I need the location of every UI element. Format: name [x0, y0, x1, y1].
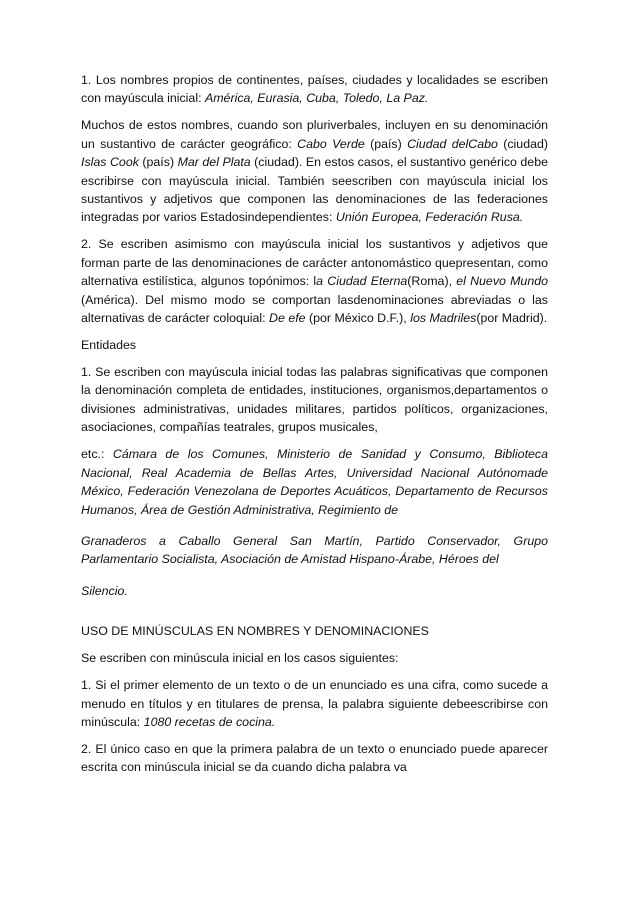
heading-entidades: Entidades: [81, 338, 137, 353]
paragraph-ejemplos-entidades: etc.: Cámara de los Comunes, Ministerio de Sanidad y Consumo, Biblioteca Nacional, Real Academia de Bellas Artes, Universidad Nacional Autónomade México, Federación Venezolana de Deportes Acuáticos, Departamento de Recursos Humanos, Área de Gestión Administrativa, Regimiento de: [81, 447, 548, 517]
document-page: [81, 71, 548, 785]
paragraph-unico-caso: 2. El único caso en que la primera palabra de un texto o enunciado puede aparecer escrita con minúscula inicial se da cuando dicha palabra va: [81, 741, 548, 775]
paragraph-silencio: Silencio.: [81, 583, 128, 598]
paragraph-pluriverbales: Muchos de estos nombres, cuando son pluriverbales, incluyen en su denominación un sustantivo de carácter geográfico: Cabo Verde (país) Ciudad delCabo (ciudad) Islas Cook (país) Mar del Plata (ciudad). En estos casos, el sustantivo genérico debe escribirse con mayúscula inicial. También seescriben con mayúscula inicial los sustantivos y adjetivos que componen las denominaciones de las federaciones integradas por varios Estadosindependientes: Unión Europea, Federación Rusa.: [81, 118, 549, 225]
paragraph-granaderos: Granaderos a Caballo General San Martín, Partido Conservador, Grupo Parlamentario Socialista, Asociación de Amistad Hispano-Árabe, Héroes del: [81, 533, 548, 567]
paragraph-cifra: 1. Si el primer elemento de un texto o de un enunciado es una cifra, como sucede a menudo en títulos y en titulares de prensa, la palabra siguiente debeescribirse con minúscula: 1080 recetas de cocina.: [81, 678, 548, 729]
paragraph-continentes: 1. Los nombres propios de continentes, países, ciudades y localidades se escriben con mayúscula inicial: América, Eurasia, Cuba, Toledo, La Paz.: [81, 73, 548, 106]
paragraph-minuscula-casos: Se escriben con minúscula inicial en los casos siguientes:: [81, 651, 399, 666]
paragraph-antonomastico: 2. Se escriben asimismo con mayúscula inicial los sustantivos y adjetivos que forman parte de las denominaciones de carácter antonomástico quepresentan, como alternativa estilística, algunos topónimos: la Ciudad Eterna(Roma), el Nuevo Mundo (América). Del mismo modo se comportan lasdenominaciones abreviadas o las alternativas de carácter coloquial: De efe (por México D.F.), los Madriles(por Madrid).: [81, 237, 548, 326]
heading-minusculas: USO DE MINÚSCULAS EN NOMBRES Y DENOMINACIONES: [81, 624, 429, 639]
paragraph-entidades: 1. Se escriben con mayúscula inicial todas las palabras significativas que componen la denominación completa de entidades, instituciones, organismos,departamentos o divisiones administrativas, unidades militares, partidos políticos, organizaciones, asociaciones, compañías teatrales, grupos musicales,: [81, 365, 548, 435]
